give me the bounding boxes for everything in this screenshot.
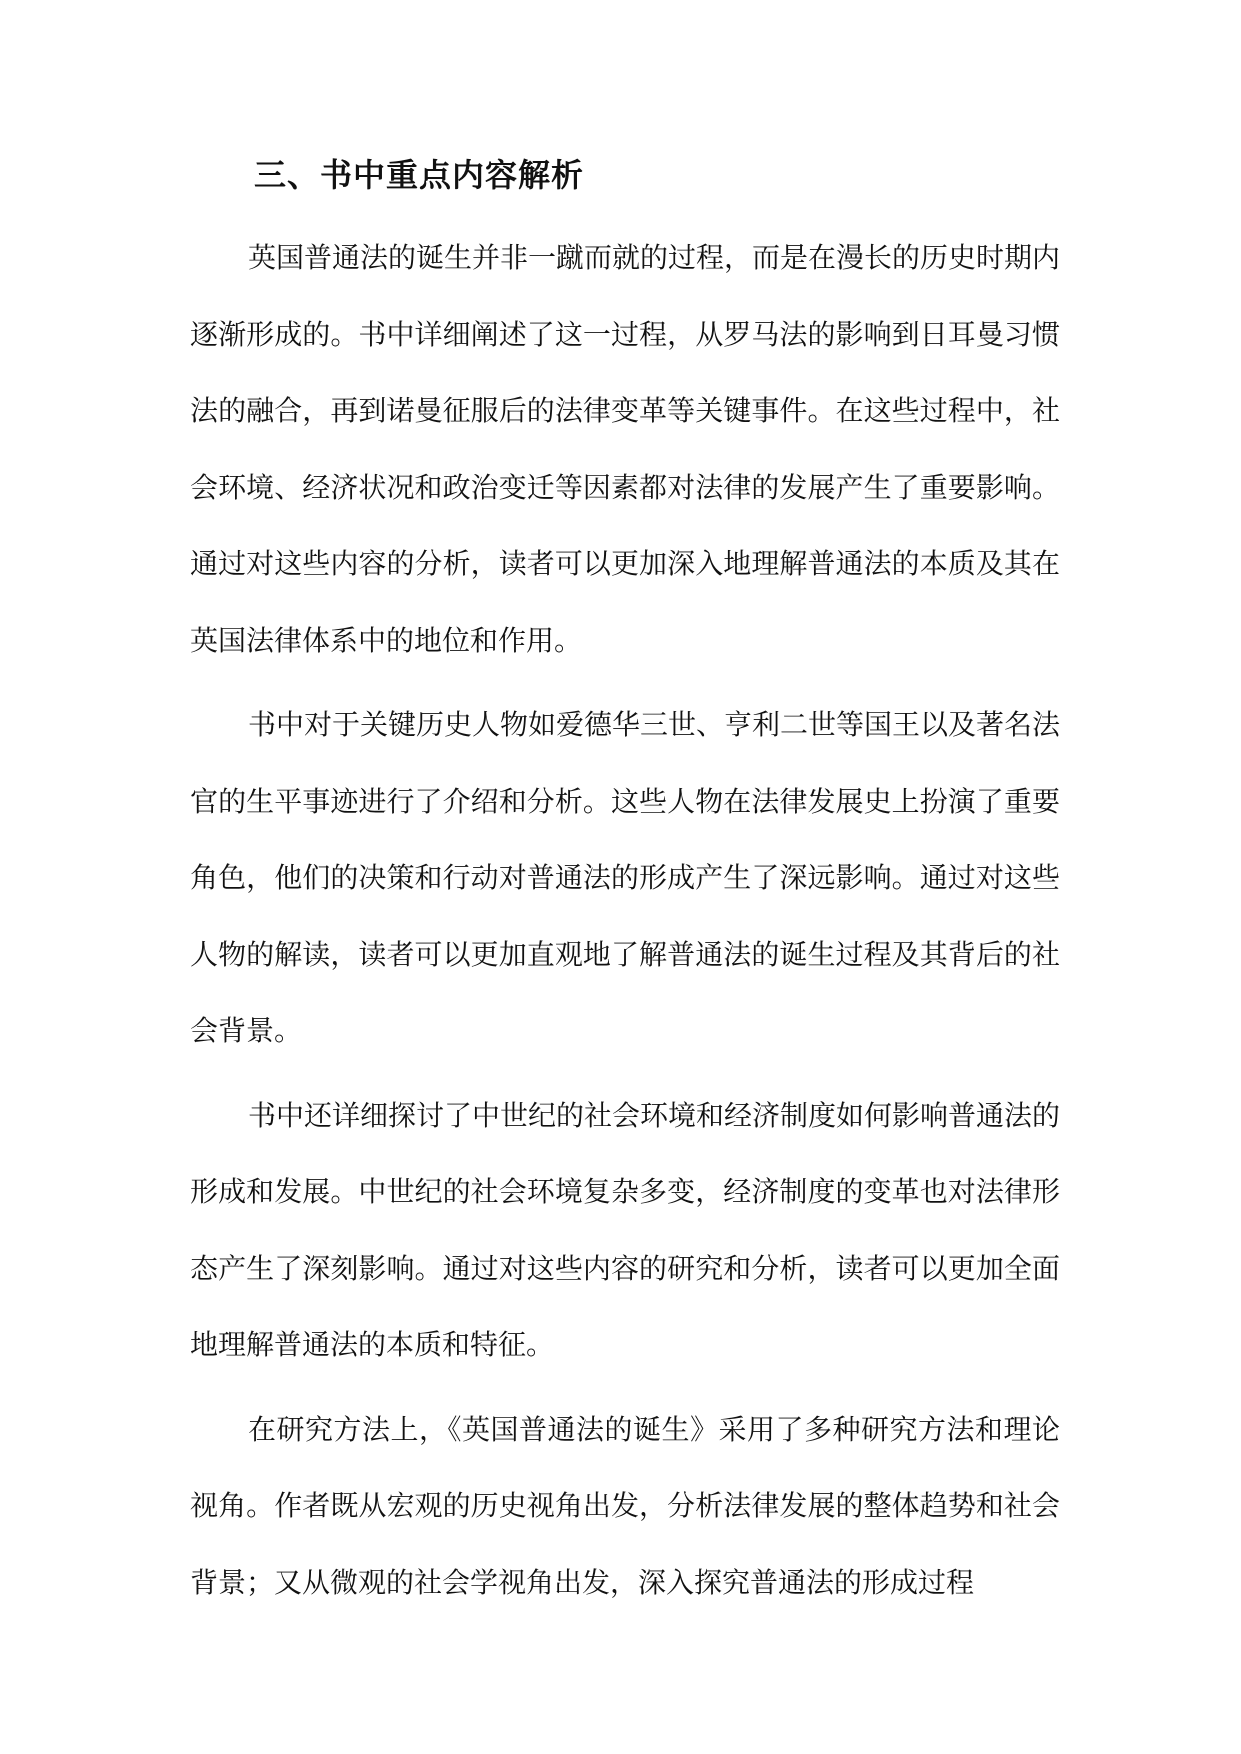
paragraph-historical-figures: 书中对于关键历史人物如爱德华三世、亨利二世等国王以及著名法官的生平事迹进行了介绍和分析。这些人物在法律发展史上扮演了重要角色，他们的决策和行动对普通法的形成产生了深远影响。通过对这些人物的解读，读者可以更加直观地了解普通法的诞生过程及其背后的社会背景。 bbox=[190, 708, 1061, 1047]
paragraph-research-methods: 在研究方法上，《英国普通法的诞生》采用了多种研究方法和理论视角。作者既从宏观的历史视角出发，分析法律发展的整体趋势和社会背景；又从微观的社会学视角出发，深入探究普通法的形成过程 bbox=[190, 1412, 1060, 1599]
section-heading: 三、书中重点内容解析 bbox=[254, 156, 585, 194]
paragraph-medieval-society: 书中还详细探讨了中世纪的社会环境和经济制度如何影响普通法的形成和发展。中世纪的社会环境复杂多变，经济制度的变革也对法律形态产生了深刻影响。通过对这些内容的研究和分析，读者可以更加全面地理解普通法的本质和特征。 bbox=[190, 1098, 1061, 1361]
paragraph-formation-process: 英国普通法的诞生并非一蹴而就的过程，而是在漫长的历史时期内逐渐形成的。书中详细阐述了这一过程，从罗马法的影响到日耳曼习惯法的融合，再到诺曼征服后的法律变革等关键事件。在这些过程中，社会环境、经济状况和政治变迁等因素都对法律的发展产生了重要影响。通过对这些内容的分析，读者可以更加深入地理解普通法的本质及其在英国法律体系中的地位和作用。 bbox=[190, 241, 1061, 657]
document-body bbox=[190, 140, 1060, 1621]
